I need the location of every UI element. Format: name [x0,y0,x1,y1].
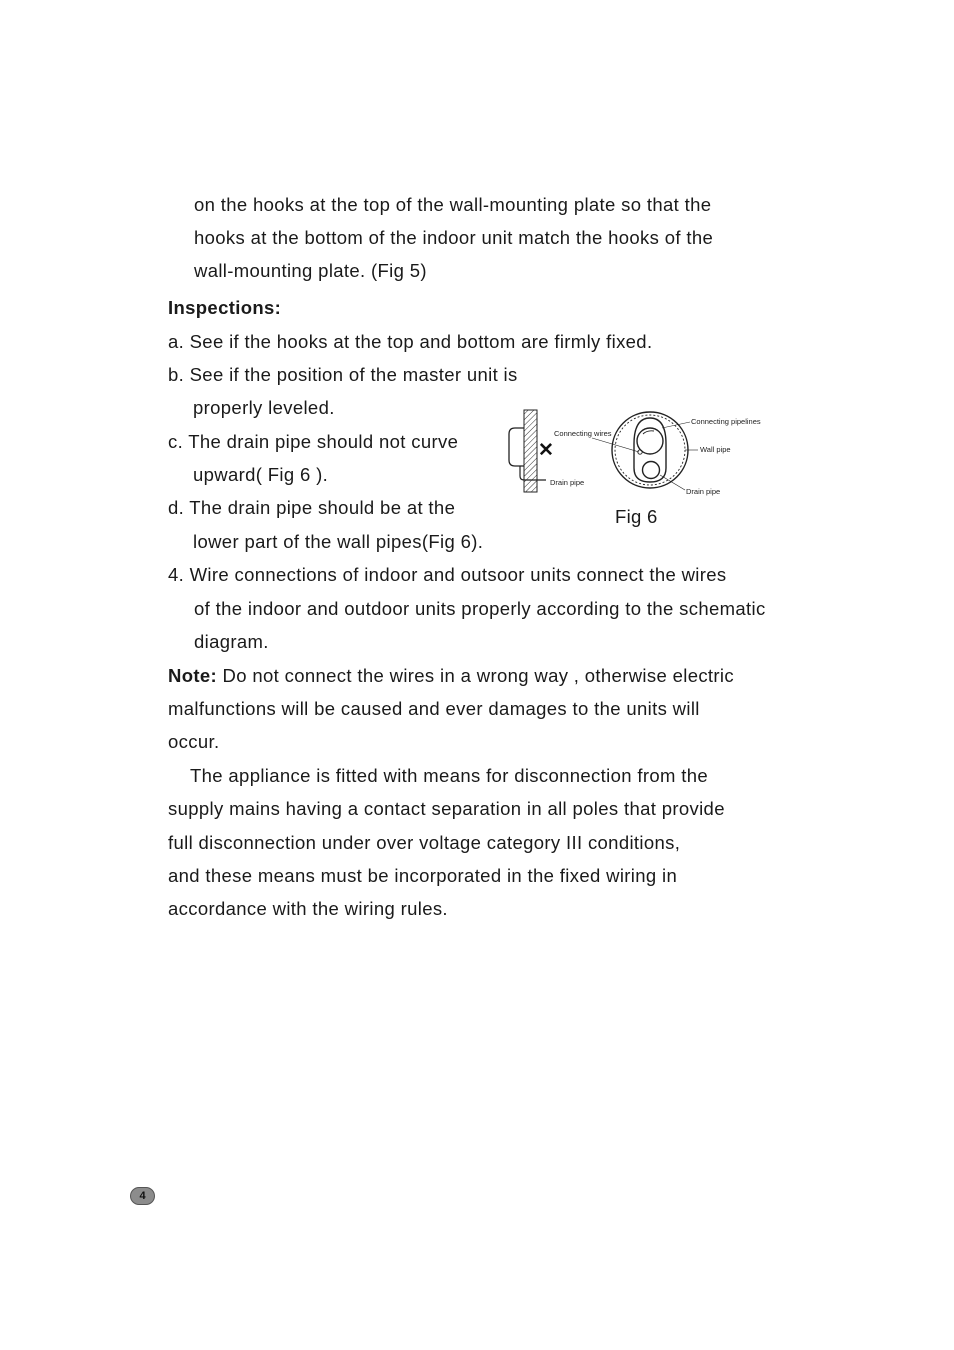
inspection-d-line-2: lower part of the wall pipes(Fig 6). [193,531,484,552]
wrong-mark-icon: ✕ [538,440,554,461]
note-label: Note: [168,665,218,686]
wall-pipe-circle [612,412,688,488]
disconnection-line-4: and these means must be incorporated in the fixed wiring in [168,865,678,886]
drain-pipe-circle [643,462,660,479]
intro-line-3: wall-mounting plate. (Fig 5) [194,260,427,281]
step4-line-1: 4. Wire connections of indoor and outsoor units connect the wires [168,564,727,585]
inspection-c-line-1: c. The drain pipe should not curve [168,431,459,452]
inspection-a: a. See if the hooks at the top and bottom are firmly fixed. [168,331,653,352]
intro-line-1: on the hooks at the top of the wall-mounting plate so that the [194,194,712,215]
inspection-b-line-2: properly leveled. [193,397,335,418]
fig6-caption: Fig 6 [615,506,658,527]
indoor-unit-outline [509,428,524,466]
intro-line-2: hooks at the bottom of the indoor unit match the hooks of the [194,227,714,248]
fig6-diagram [500,404,780,504]
note-line-3: occur. [168,731,220,752]
disconnection-line-5: accordance with the wiring rules. [168,898,448,919]
page-number-badge: 4 [130,1187,155,1205]
label-connecting-pipelines: Connecting pipelines [691,417,761,426]
disconnection-line-1: The appliance is fitted with means for disconnection from the [190,765,709,786]
note-line-2: malfunctions will be caused and ever damages to the units will [168,698,700,719]
inspection-b-line-1: b. See if the position of the master unit is [168,364,518,385]
inspection-c-line-2: upward( Fig 6 ). [193,464,329,485]
note-line-1 [168,659,734,692]
disconnection-line-3: full disconnection under over voltage category III conditions, [168,832,681,853]
inspections-heading: Inspections: [168,297,282,318]
label-wall-pipe: Wall pipe [700,445,731,454]
note-text-1: Do not connect the wires in a wrong way , otherwise electric [217,665,734,686]
step4-line-2: of the indoor and outdoor units properly according to the schematic [194,598,766,619]
label-drain-pipe-right: Drain pipe [686,487,721,496]
step4-line-3: diagram. [194,631,269,652]
disconnection-line-2: supply mains having a contact separation in all poles that provide [168,798,725,819]
label-drain-pipe-left: Drain pipe [550,478,585,487]
label-connecting-wires: Connecting wires [554,429,612,438]
inspection-d-line-1: d. The drain pipe should be at the [168,497,456,518]
